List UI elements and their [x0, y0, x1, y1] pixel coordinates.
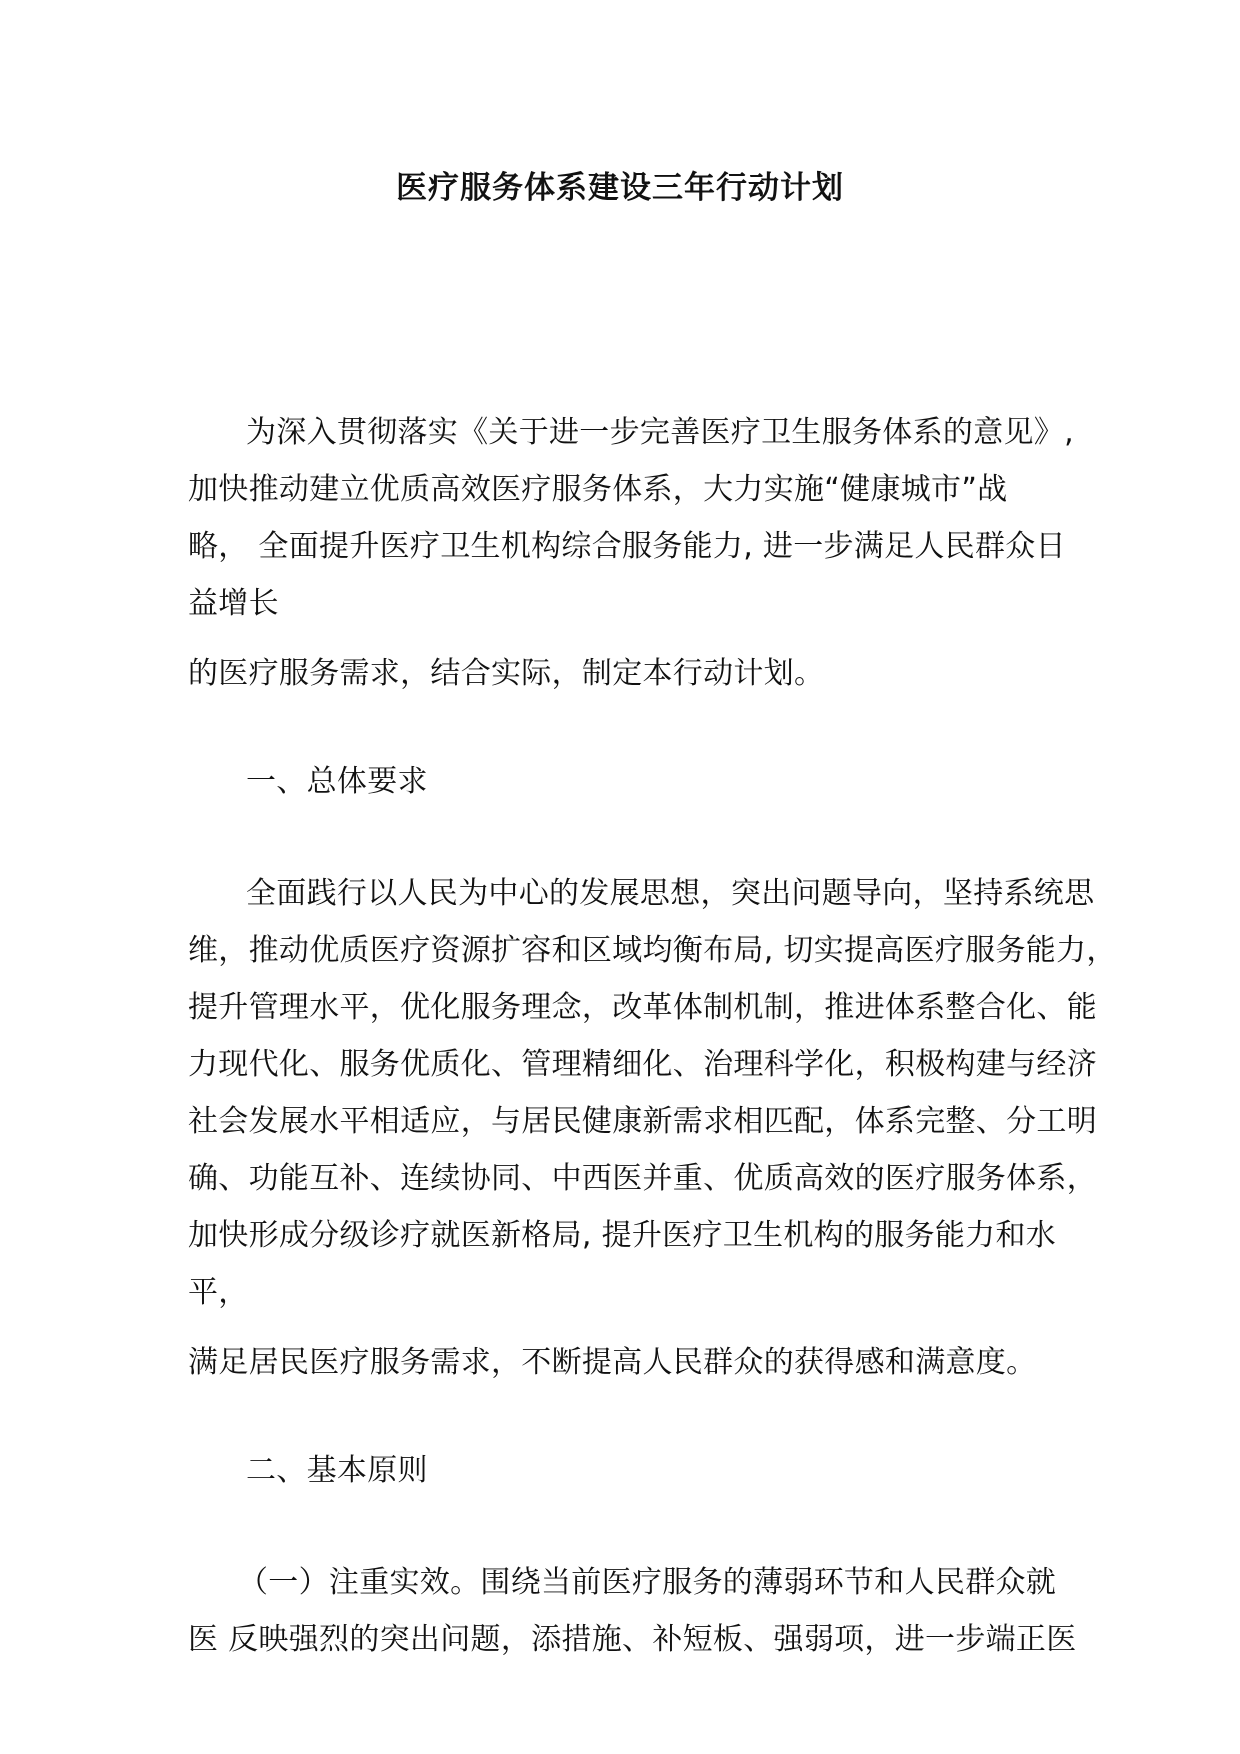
section-1-heading: 一、总体要求 [246, 764, 428, 799]
section-1-line-1: 全面践行以人民为中心的发展思想，突出问题导向，坚持系统思 [246, 876, 1095, 911]
section-1-line-7: 加快形成分级诊疗就医新格局, 提升医疗卫生机构的服务能力和水 [188, 1218, 1057, 1253]
section-2-heading: 二、基本原则 [246, 1453, 428, 1488]
section-1-line-5: 社会发展水平相适应，与居民健康新需求相匹配，体系完整、分工明 [188, 1104, 1097, 1139]
section-1-line-2: 维，推动优质医疗资源扩容和区域均衡布局, 切实提高医疗服务能力， [188, 933, 1117, 968]
document-title: 医疗服务体系建设三年行动计划 [396, 170, 844, 206]
section-2-line-2: 医 反映强烈的突出问题，添措施、补短板、强弱项，进一步端正医 [188, 1622, 1077, 1657]
section-1-line-6: 确、功能互补、连续协同、中西医并重、优质高效的医疗服务体系， [188, 1161, 1097, 1196]
section-1-line-4: 力现代化、服务优质化、管理精细化、治理科学化，积极构建与经济 [188, 1047, 1097, 1082]
section-2-line-1: （一）注重实效。围绕当前医疗服务的薄弱环节和人民群众就 [238, 1565, 1057, 1600]
intro-line-2: 加快推动建立优质高效医疗服务体系，大力实施“健康城市”战 [188, 472, 1008, 507]
intro-continuation: 的医疗服务需求，结合实际，制定本行动计划。 [188, 656, 825, 691]
intro-line-3: 略， 全面提升医疗卫生机构综合服务能力, 进一步满足人民群众日 [188, 529, 1066, 564]
section-1-line-8: 平， [188, 1275, 249, 1310]
intro-line-1: 为深入贯彻落实《关于进一步完善医疗卫生服务体系的意见》, [246, 415, 1074, 450]
section-1-continuation: 满足居民医疗服务需求，不断提高人民群众的获得感和满意度。 [188, 1345, 1037, 1380]
intro-line-4: 益增长 [188, 586, 279, 621]
section-1-line-3: 提升管理水平，优化服务理念，改革体制机制，推进体系整合化、能 [188, 990, 1097, 1025]
